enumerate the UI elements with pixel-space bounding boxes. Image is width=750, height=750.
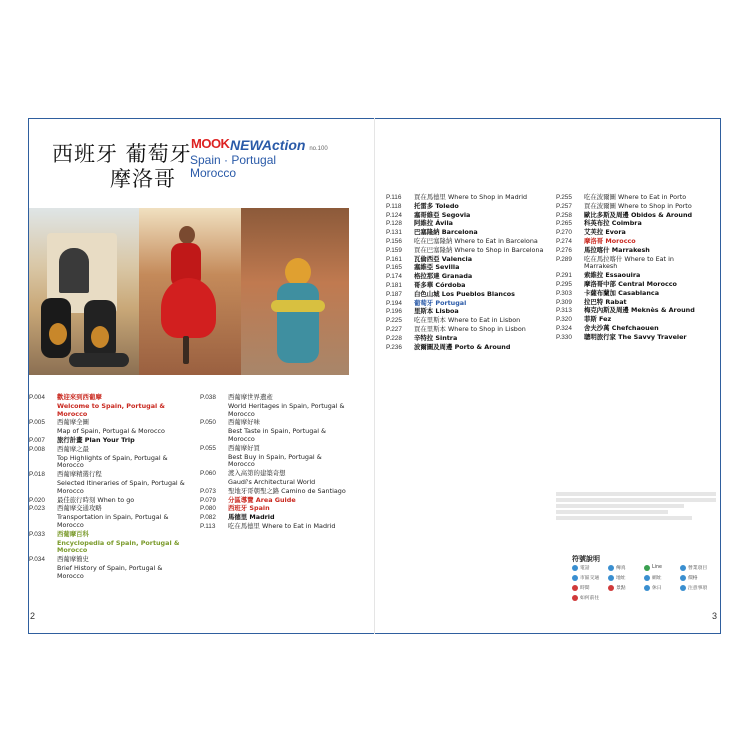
- newaction-logo: [230, 137, 328, 153]
- toc-entry: [386, 238, 556, 246]
- cover-photos: [29, 208, 349, 375]
- legend-symbol-icon: [644, 585, 650, 591]
- toc-entry: [29, 514, 189, 530]
- toc-entry-title: 波爾圖及周邊 Porto & Around: [414, 342, 511, 351]
- legend-label: 傳真: [616, 566, 626, 571]
- frame-right-edge: [720, 118, 721, 634]
- toc-page-number: P.309: [556, 298, 572, 306]
- toc-entry-title: 吃在波爾圖 Where to Eat in Porto: [584, 193, 687, 201]
- toc-entry: [386, 300, 556, 308]
- toc-entry-title: 辛特拉 Sintra: [414, 333, 458, 342]
- toc-entry-title: 阿維拉 Ávila: [414, 219, 453, 228]
- toc-page-number: P.225: [386, 317, 402, 325]
- toc-page-number: P.034: [29, 556, 45, 564]
- toc-page-number: P.033: [29, 530, 45, 538]
- toc-entry-title: 索維拉 Essaouira: [584, 271, 641, 280]
- toc-page-number: P.082: [200, 514, 216, 522]
- toc-entry-title: 西班牙 Spain: [228, 504, 270, 513]
- toc-entry-title: 歐比多斯及周邊 Obidos & Around: [584, 210, 693, 219]
- toc-entry-title: 塞哥維亞 Segovia: [414, 210, 471, 219]
- toc-entry: [386, 291, 556, 299]
- toc-entry-title: 西葡摩交通攻略: [57, 504, 102, 513]
- toc-column-1: [29, 394, 189, 582]
- photo-flamenco-dancer: [139, 208, 241, 375]
- toc-page-number: P.257: [556, 202, 572, 210]
- toc-entry: [29, 531, 189, 539]
- toc-entry-title: 歡迎來到西葡摩: [57, 393, 102, 401]
- toc-entry: [556, 281, 706, 289]
- toc-entry: [29, 446, 189, 454]
- toc-page-number: P.196: [386, 308, 402, 316]
- toc-entry-title: 西葡摩之最: [57, 444, 89, 453]
- toc-entry-title: 吃在里斯本 Where to Eat in Lisbon: [414, 316, 521, 325]
- toc-entry: [386, 335, 556, 343]
- toc-entry-title: Gaudí's Architectural World: [228, 477, 316, 486]
- toc-entry: [200, 488, 350, 496]
- toc-entry-title: 里斯本 Lisboa: [414, 307, 459, 316]
- toc-entry-title: Brief History of Spain, Portugal & Morocco: [57, 563, 163, 580]
- legend-symbol-icon: [644, 575, 650, 581]
- toc-entry: [386, 308, 556, 316]
- legend-item: [572, 594, 608, 601]
- toc-entry: [386, 256, 556, 264]
- toc-entry: [556, 194, 706, 202]
- toc-page-number: P.330: [556, 333, 572, 341]
- toc-entry-title: Transportation in Spain, Portugal & Morocco: [57, 513, 169, 529]
- toc-entry-title: 馬拉喀什 Marrakesh: [584, 245, 650, 254]
- symbol-legend: [572, 564, 722, 601]
- page-number-right: 3: [712, 611, 718, 621]
- legend-item: [644, 574, 680, 581]
- toc-page-number: P.227: [386, 325, 402, 333]
- toc-entry-title: 最佳旅行時刻 When to go: [57, 495, 135, 504]
- legend-item: [680, 564, 716, 571]
- toc-entry-title: 格拉那達 Granada: [414, 272, 473, 281]
- book-spine: [374, 118, 375, 634]
- toc-entry-title: Best Taste in Spain, Portugal & Morocco: [228, 427, 326, 443]
- toc-entry: [29, 480, 189, 496]
- toc-entry: [556, 307, 706, 315]
- toc-entry-title: 菲斯 Fez: [584, 315, 612, 324]
- toc-entry-title: 葡萄牙 Portugal: [414, 298, 467, 307]
- toc-entry: [556, 325, 706, 333]
- toc-entry: [556, 290, 706, 298]
- issue-number: no.100: [309, 146, 328, 152]
- toc-page-number: P.020: [29, 496, 45, 504]
- toc-entry-title: 哥多華 Córdoba: [414, 280, 466, 289]
- toc-entry-title: 西葡摩簡史: [57, 555, 89, 564]
- toc-entry: [200, 479, 350, 487]
- toc-entry-title: 買在波爾圖 Where to Shop in Porto: [584, 201, 692, 210]
- toc-entry-title: 西葡摩精選行程: [57, 470, 102, 479]
- toc-entry: [386, 273, 556, 281]
- legend-item: [572, 564, 608, 571]
- legend-item: [644, 584, 680, 591]
- toc-entry: [386, 282, 556, 290]
- toc-entry-title: 吃在巴塞隆納 Where to Eat in Barcelona: [414, 236, 538, 245]
- toc-entry: [29, 419, 189, 427]
- legend-symbol-icon: [572, 595, 578, 601]
- toc-page-number: P.228: [386, 334, 402, 342]
- legend-symbol-icon: [572, 575, 578, 581]
- toc-entry-title: 梅克內斯及周邊 Meknès & Around: [584, 306, 695, 315]
- toc-entry: [29, 428, 189, 436]
- toc-entry-title: 分區導覽 Area Guide: [228, 495, 296, 504]
- toc-entry: [556, 238, 706, 246]
- toc-page-number: P.050: [200, 419, 216, 427]
- toc-column-2: [200, 394, 350, 532]
- toc-entry: [200, 523, 350, 531]
- toc-entry: [29, 565, 189, 581]
- toc-entry: [200, 394, 350, 402]
- toc-page-number: P.060: [200, 470, 216, 478]
- legend-label: 電話: [580, 566, 590, 571]
- toc-entry: [556, 203, 706, 211]
- toc-entry-title: 艾芙拉 Evora: [584, 228, 626, 237]
- toc-entry-title: 吃在馬德里 Where to Eat in Madrid: [228, 521, 336, 530]
- legend-symbol-icon: [572, 585, 578, 591]
- title-en-line-1: Spain · Portugal: [190, 153, 277, 167]
- toc-entry: [386, 203, 556, 211]
- legend-symbol-icon: [608, 585, 614, 591]
- toc-page-number: P.004: [29, 394, 45, 401]
- legend-item: [572, 584, 608, 591]
- toc-entry: [556, 272, 706, 280]
- toc-page-number: P.289: [556, 255, 572, 263]
- legend-symbol-icon: [572, 565, 578, 571]
- toc-column-3: [386, 194, 556, 352]
- toc-entry: [556, 247, 706, 255]
- toc-entry-title: 旅行計畫 Plan Your Trip: [57, 435, 135, 444]
- toc-entry-title: 摩洛哥 Morocco: [584, 236, 636, 245]
- toc-entry-title: 舍夫沙萬 Chefchaouen: [584, 323, 659, 332]
- toc-entry: [200, 428, 350, 444]
- toc-entry-title: 白色山城 Los Pueblos Blancos: [414, 289, 515, 298]
- toc-page-number: P.055: [200, 444, 216, 452]
- toc-entry-title: Best Buy in Spain, Portugal & Morocco: [228, 452, 322, 469]
- toc-entry-title: 托雷多 Toledo: [414, 201, 459, 210]
- toc-entry: [200, 470, 350, 478]
- toc-page-number: P.113: [200, 522, 216, 530]
- toc-entry: [386, 264, 556, 272]
- legend-item: [608, 564, 644, 571]
- toc-entry-title: 西葡摩好買: [228, 443, 260, 452]
- toc-page-number: P.236: [386, 343, 402, 351]
- toc-entry: [29, 403, 189, 419]
- legend-item: [680, 574, 716, 581]
- title-en-line-2: Morocco: [190, 166, 237, 180]
- legend-item: [680, 584, 716, 591]
- toc-entry: [556, 220, 706, 228]
- toc-entry: [29, 471, 189, 479]
- legend-label: 市區交通: [580, 576, 600, 581]
- newaction-text: NEWAction: [230, 137, 306, 153]
- toc-entry: [200, 454, 350, 470]
- page-number-left: 2: [30, 611, 36, 621]
- legend-symbol-icon: [608, 575, 614, 581]
- legend-symbol-icon: [644, 565, 650, 571]
- legend-label: 地址: [616, 576, 626, 581]
- legend-symbol-icon: [680, 565, 686, 571]
- toc-page-number: P.128: [386, 220, 402, 228]
- toc-entry-title: Selected Itineraries of Spain, Portugal & Morocco: [57, 478, 185, 495]
- legend-item: [644, 564, 680, 571]
- toc-page-number: P.276: [556, 246, 572, 254]
- toc-entry: [386, 317, 556, 325]
- legend-item: [608, 584, 644, 591]
- toc-entry-title: 西葡摩世界遺產: [228, 393, 273, 401]
- toc-entry-title: 買在馬德里 Where to Shop in Madrid: [414, 193, 528, 201]
- toc-entry: [386, 229, 556, 237]
- legend-symbol-icon: [680, 575, 686, 581]
- toc-page-number: P.303: [556, 289, 572, 297]
- toc-page-number: P.038: [200, 394, 216, 401]
- toc-entry-title: 吃在馬拉喀什 Where to Eat in Marrakesh: [584, 254, 674, 271]
- toc-page-number: P.080: [200, 505, 216, 513]
- photo-moroccan-woman: [241, 208, 349, 375]
- toc-page-number: P.161: [386, 255, 402, 263]
- toc-page-number: P.023: [29, 505, 45, 513]
- legend-label: 如何前往: [580, 596, 600, 601]
- photo-guitarists: [29, 208, 139, 375]
- legend-item: [572, 574, 608, 581]
- toc-page-number: P.018: [29, 471, 45, 479]
- toc-entry: [200, 445, 350, 453]
- legend-label: 價格: [688, 576, 698, 581]
- toc-column-4: [556, 194, 706, 343]
- toc-entry-title: 摩洛哥中部 Central Morocco: [584, 279, 677, 288]
- toc-entry: [200, 419, 350, 427]
- toc-entry-title: 瓦倫西亞 Valencia: [414, 254, 473, 263]
- toc-entry-title: 西葡摩全圖: [57, 418, 89, 427]
- toc-entry: [200, 497, 350, 505]
- toc-entry: [200, 514, 350, 522]
- toc-entry-title: Top Highlights of Spain, Portugal & Morocco: [57, 453, 168, 470]
- toc-page-number: P.007: [29, 436, 45, 444]
- toc-entry-title: 卡薩布蘭加 Casablanca: [584, 288, 660, 297]
- toc-entry: [200, 403, 350, 419]
- legend-label: 營業項目: [688, 566, 708, 571]
- toc-entry-title: 馬德里 Madrid: [228, 513, 275, 522]
- legend-label: 網址: [652, 576, 662, 581]
- toc-page-number: P.181: [386, 281, 402, 289]
- toc-entry: [29, 437, 189, 445]
- toc-page-number: P.291: [556, 272, 572, 280]
- title-english: [190, 154, 276, 180]
- toc-page-number: P.187: [386, 290, 402, 298]
- toc-page-number: P.124: [386, 211, 402, 219]
- toc-entry-title: 聖地牙哥朝聖之路 Camino de Santiago: [228, 486, 346, 495]
- toc-entry-title: 拉巴特 Rabat: [584, 297, 627, 306]
- toc-entry: [556, 256, 706, 272]
- toc-entry: [29, 505, 189, 513]
- toc-entry: [386, 247, 556, 255]
- publisher-info: [556, 492, 716, 522]
- toc-page-number: P.255: [556, 194, 572, 201]
- toc-page-number: P.008: [29, 445, 45, 453]
- toc-page-number: P.270: [556, 229, 572, 237]
- toc-page-number: P.265: [556, 220, 572, 228]
- toc-page-number: P.258: [556, 211, 572, 219]
- mook-logo: MOOK: [191, 136, 230, 151]
- toc-entry-title: Welcome to Spain, Portugal & Morocco: [57, 401, 166, 418]
- legend-item: [608, 574, 644, 581]
- toc-entry: [386, 344, 556, 352]
- toc-page-number: P.156: [386, 237, 402, 245]
- toc-entry: [556, 334, 706, 342]
- toc-entry: [556, 316, 706, 324]
- toc-page-number: P.159: [386, 246, 402, 254]
- toc-entry: [29, 394, 189, 402]
- toc-page-number: P.165: [386, 264, 402, 272]
- toc-entry-title: 科英布拉 Coimbra: [584, 219, 642, 228]
- toc-entry-title: 塞維亞 Sevilla: [414, 263, 460, 272]
- toc-entry: [386, 326, 556, 334]
- legend-symbol-icon: [680, 585, 686, 591]
- toc-entry: [386, 212, 556, 220]
- toc-entry: [200, 505, 350, 513]
- legend-symbol-icon: [608, 565, 614, 571]
- toc-entry-title: Map of Spain, Portugal & Morocco: [57, 427, 165, 436]
- toc-page-number: P.194: [386, 299, 402, 307]
- toc-page-number: P.313: [556, 307, 572, 315]
- toc-page-number: P.324: [556, 324, 572, 332]
- toc-entry: [29, 540, 189, 556]
- legend-label: 休日: [652, 586, 662, 591]
- toc-entry: [29, 455, 189, 471]
- toc-page-number: P.174: [386, 273, 402, 281]
- toc-entry: [29, 556, 189, 564]
- toc-entry-title: 渡入高第的建築奇想: [228, 469, 286, 478]
- toc-page-number: P.073: [200, 487, 216, 495]
- toc-entry: [29, 497, 189, 505]
- toc-entry-title: 買在里斯本 Where to Shop in Lisbon: [414, 324, 526, 333]
- toc-page-number: P.005: [29, 419, 45, 427]
- toc-entry-title: Encyclopedia of Spain, Portugal & Morocco: [57, 538, 180, 555]
- title-zh-line-1: 西班牙 葡萄牙: [52, 142, 192, 166]
- toc-page-number: P.079: [200, 496, 216, 504]
- toc-entry: [556, 229, 706, 237]
- toc-page-number: P.295: [556, 280, 572, 288]
- toc-page-number: P.118: [386, 202, 402, 210]
- toc-page-number: P.320: [556, 316, 572, 324]
- toc-entry-title: World Heritages in Spain, Portugal & Morocco: [228, 401, 345, 418]
- legend-label: 注意事項: [688, 586, 708, 591]
- legend-label: 景點: [616, 586, 626, 591]
- toc-page-number: P.274: [556, 237, 572, 245]
- toc-entry: [386, 194, 556, 202]
- toc-entry-title: 西葡摩百科: [57, 529, 89, 538]
- title-chinese: [52, 142, 192, 192]
- toc-entry-title: 西葡摩好味: [228, 418, 260, 427]
- title-zh-line-2: 摩洛哥: [110, 167, 176, 191]
- toc-entry-title: 巴塞隆納 Barcelona: [414, 228, 478, 237]
- toc-entry-title: 聰明旅行家 The Savvy Traveler: [584, 332, 687, 341]
- legend-label: Line: [652, 565, 662, 570]
- legend-label: 時間: [580, 586, 590, 591]
- toc-entry-title: 買在巴塞隆納 Where to Shop in Barcelona: [414, 245, 544, 254]
- toc-page-number: P.131: [386, 229, 402, 237]
- legend-title: 符號說明: [572, 555, 600, 563]
- toc-page-number: P.116: [386, 194, 402, 201]
